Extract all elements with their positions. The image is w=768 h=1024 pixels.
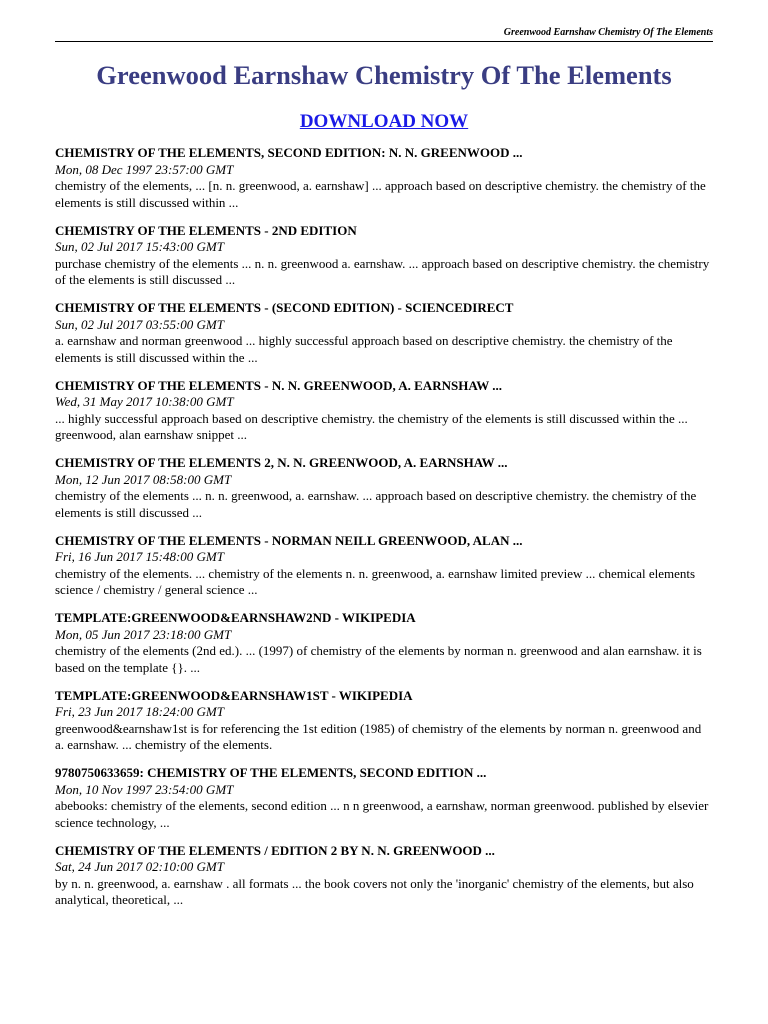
result-title: CHEMISTRY OF THE ELEMENTS, SECOND EDITION: N. N. GREENWOOD ... — [55, 145, 523, 160]
result-entry — [55, 610, 713, 676]
result-title: 9780750633659: CHEMISTRY OF THE ELEMENTS, SECOND EDITION ... — [55, 765, 487, 780]
result-entry — [55, 455, 713, 521]
result-entry — [55, 843, 713, 909]
result-date: Fri, 23 Jun 2017 18:24:00 GMT — [55, 704, 224, 719]
result-snippet: greenwood&earnshaw1st is for referencing the 1st edition (1985) of chemistry of the elements by norman n. greenwood and a. earnshaw. ... chemistry of the elements. — [55, 720, 702, 752]
result-date: Sat, 24 Jun 2017 02:10:00 GMT — [55, 859, 224, 874]
result-date: Mon, 10 Nov 1997 23:54:00 GMT — [55, 781, 234, 797]
result-entry — [55, 300, 713, 366]
result-snippet: abebooks: chemistry of the elements, second edition ... n n greenwood, a earnshaw, norman greenwood. published by elsevier science technology, ... — [55, 798, 709, 830]
result-title: CHEMISTRY OF THE ELEMENTS - N. N. GREENWOOD, A. EARNSHAW ... — [55, 377, 503, 393]
result-snippet: by n. n. greenwood, a. earnshaw . all formats ... the book covers not only the 'inorganic' chemistry of the elements, but also analytical, theoretical, ... — [55, 875, 694, 907]
result-date: Sun, 02 Jul 2017 03:55:00 GMT — [55, 316, 224, 332]
results-list — [55, 145, 713, 909]
result-snippet: ... highly successful approach based on descriptive chemistry. the chemistry of the elements is still discussed within the ... greenwood, alan earnshaw snippet ... — [55, 410, 688, 442]
result-entry — [55, 765, 713, 831]
result-snippet: chemistry of the elements (2nd ed.). ... (1997) of chemistry of the elements by norman n. greenwood and alan earnshaw. it is based on the template {}. ... — [55, 643, 702, 675]
result-title: CHEMISTRY OF THE ELEMENTS / EDITION 2 BY N. N. GREENWOOD ... — [55, 842, 495, 858]
result-entry — [55, 145, 713, 211]
result-entry — [55, 223, 713, 289]
result-title: TEMPLATE:GREENWOOD&EARNSHAW2ND - WIKIPEDIA — [55, 610, 416, 625]
result-entry — [55, 378, 713, 444]
result-entry — [55, 533, 713, 599]
page-title: Greenwood Earnshaw Chemistry Of The Elements — [96, 60, 672, 90]
result-date: Mon, 12 Jun 2017 08:58:00 GMT — [55, 471, 232, 487]
result-title: CHEMISTRY OF THE ELEMENTS 2, N. N. GREENWOOD, A. EARNSHAW ... — [55, 455, 508, 470]
result-date: Mon, 08 Dec 1997 23:57:00 GMT — [55, 161, 234, 177]
result-date: Sun, 02 Jul 2017 15:43:00 GMT — [55, 239, 224, 254]
result-snippet: chemistry of the elements ... n. n. greenwood, a. earnshaw. ... approach based on descriptive chemistry. the chemistry of the elements is still discussed ... — [55, 488, 697, 520]
result-date: Fri, 16 Jun 2017 15:48:00 GMT — [55, 549, 224, 564]
result-title: CHEMISTRY OF THE ELEMENTS - NORMAN NEILL GREENWOOD, ALAN ... — [55, 532, 523, 548]
result-date: Mon, 05 Jun 2017 23:18:00 GMT — [55, 626, 232, 642]
result-snippet: chemistry of the elements, ... [n. n. greenwood, a. earnshaw] ... approach based on descriptive chemistry. the chemistry of the elements is still discussed within ... — [55, 178, 706, 210]
result-snippet: chemistry of the elements. ... chemistry of the elements n. n. greenwood, a. earnshaw limited preview ... chemical elements science / chemistry / general science ... — [55, 565, 696, 597]
document-page — [55, 0, 713, 920]
download-section — [55, 110, 713, 134]
result-date: Wed, 31 May 2017 10:38:00 GMT — [55, 394, 234, 409]
result-title: CHEMISTRY OF THE ELEMENTS - 2ND EDITION — [55, 222, 357, 238]
result-snippet: a. earnshaw and norman greenwood ... highly successful approach based on descriptive chemistry. the chemistry of the elements is still discussed within the ... — [55, 333, 673, 365]
result-title: TEMPLATE:GREENWOOD&EARNSHAW1ST - WIKIPEDIA — [55, 687, 413, 703]
running-header-title: Greenwood Earnshaw Chemistry Of The Elements — [503, 27, 713, 38]
result-snippet: purchase chemistry of the elements ... n. n. greenwood a. earnshaw. ... approach based on descriptive chemistry. the chemistry of the elements is still discussed ... — [55, 255, 710, 287]
running-header — [55, 0, 713, 42]
download-now-link[interactable]: DOWNLOAD NOW — [299, 111, 469, 132]
result-entry — [55, 688, 713, 754]
result-title: CHEMISTRY OF THE ELEMENTS - (SECOND EDITION) - SCIENCEDIRECT — [55, 300, 514, 315]
